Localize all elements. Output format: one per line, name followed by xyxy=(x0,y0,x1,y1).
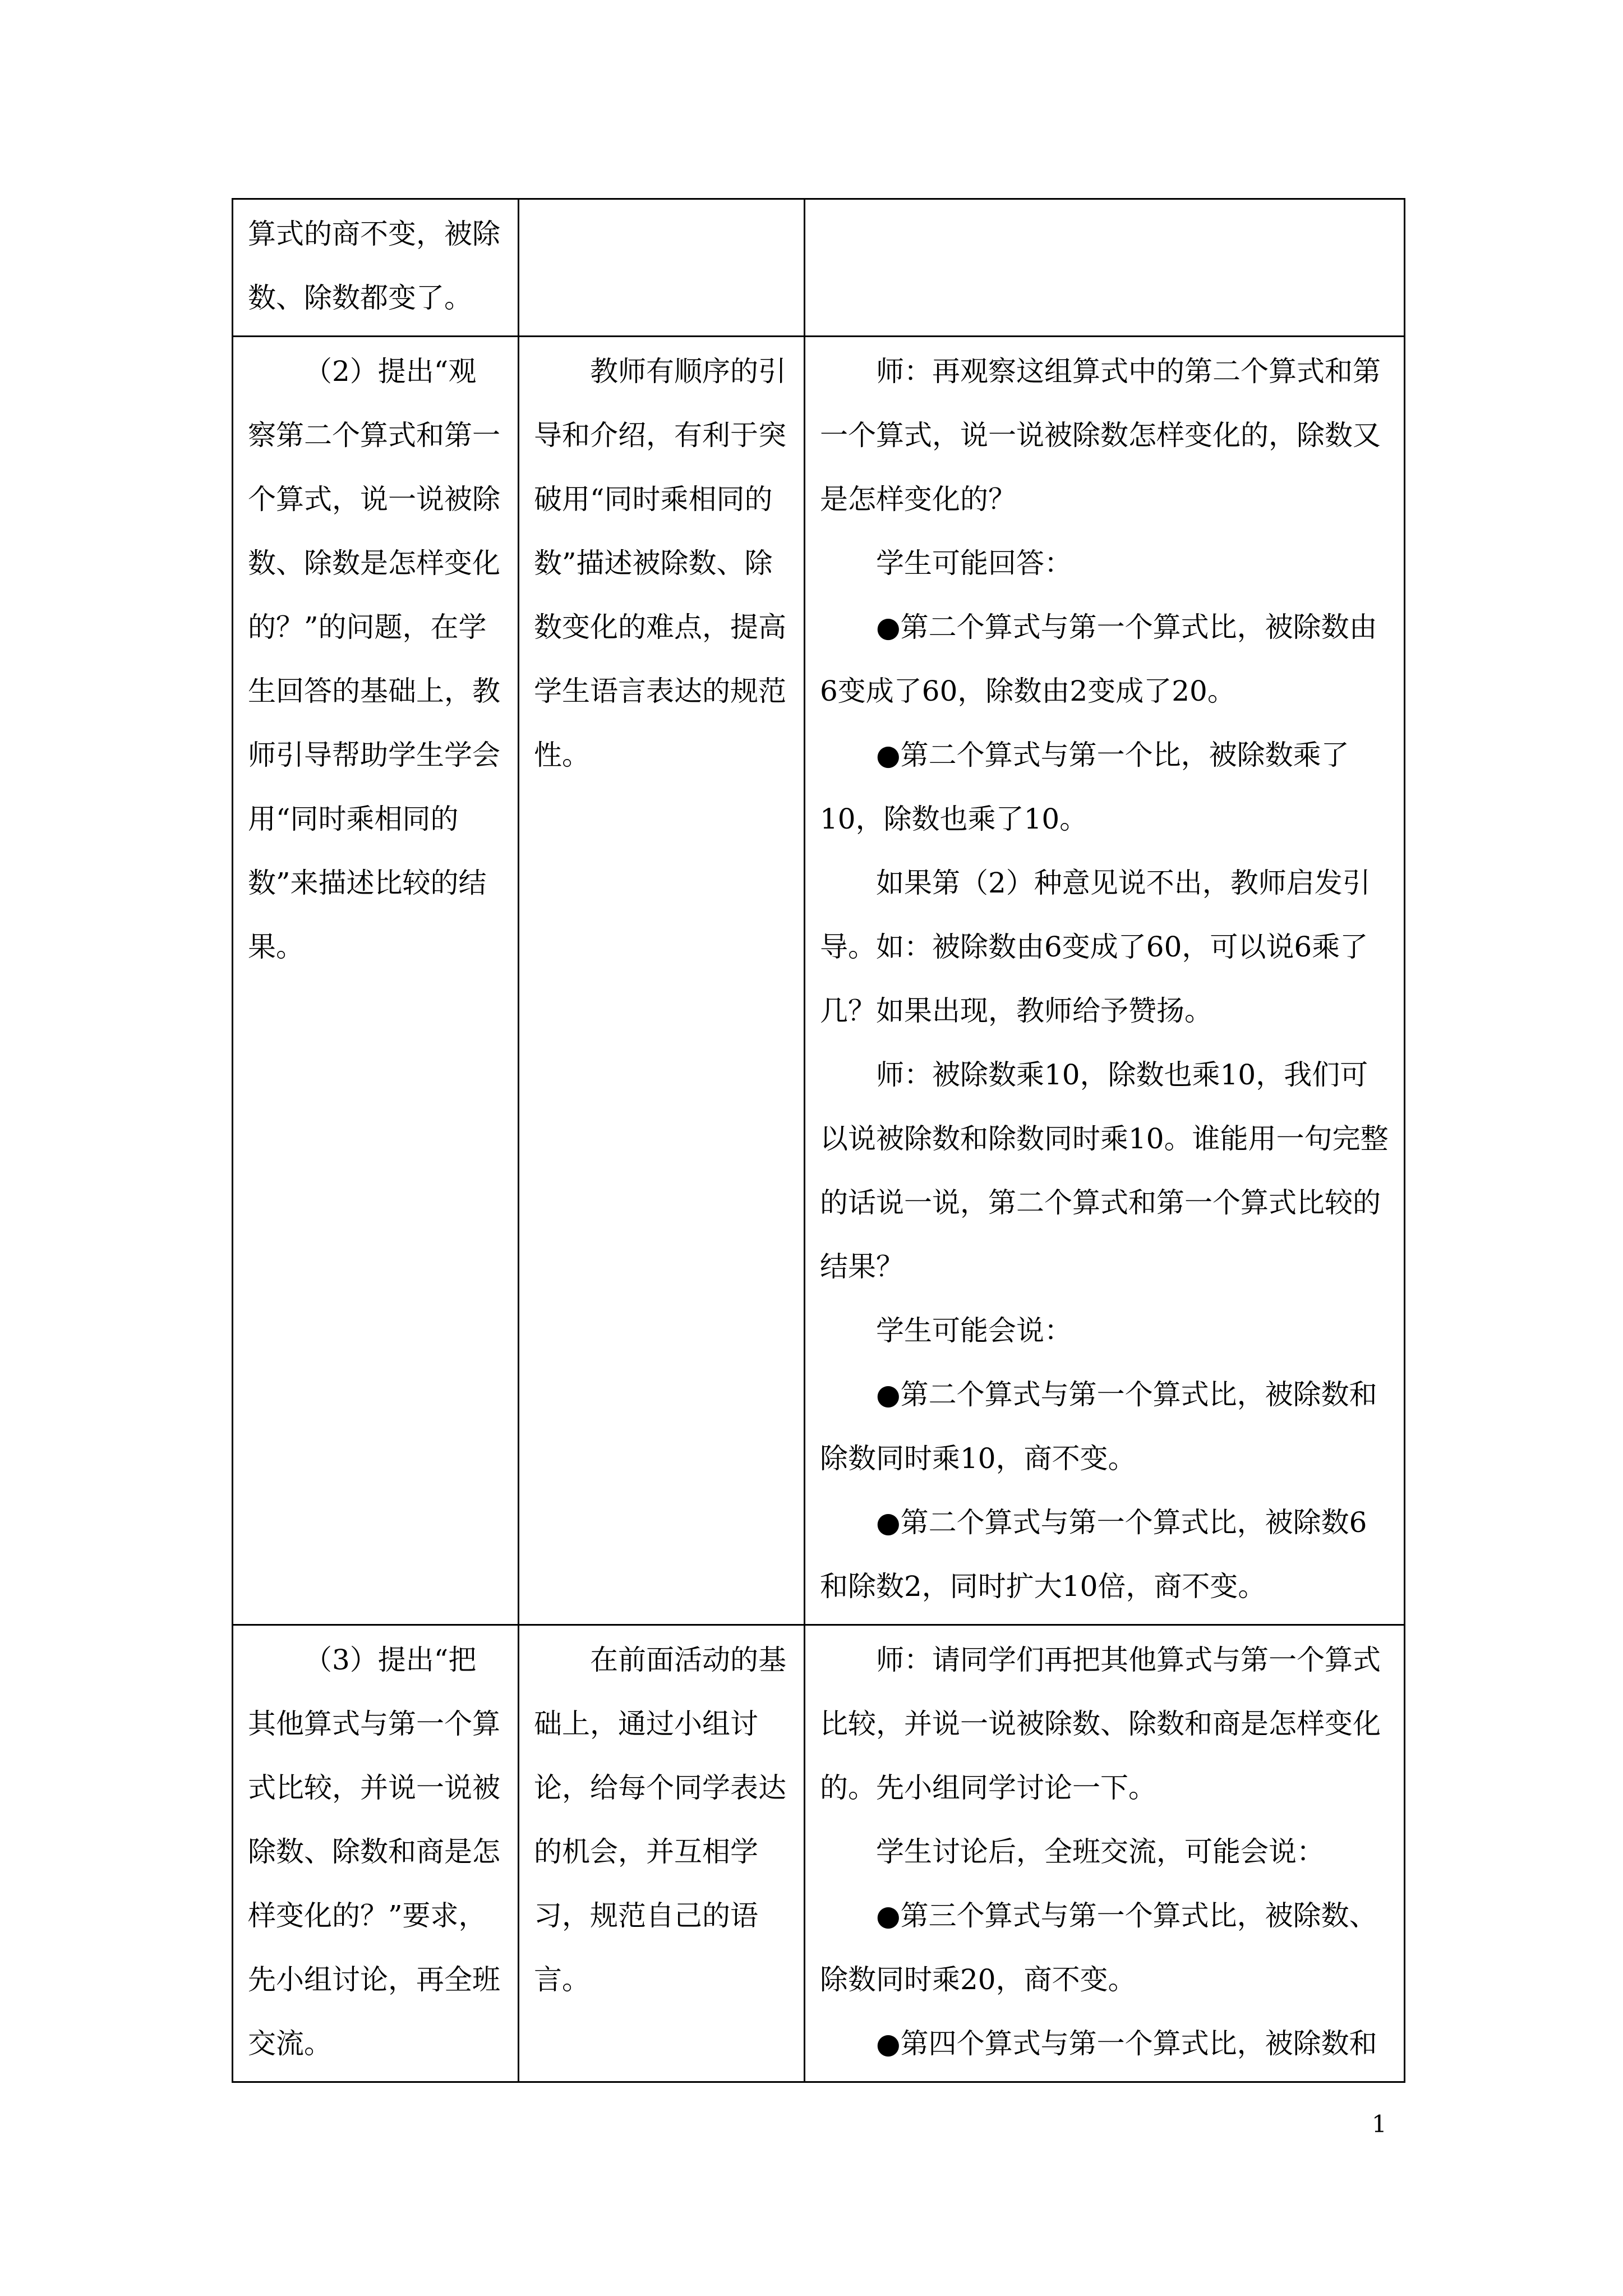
cell-text: 教师有顺序的引导和介绍，有利于突破用“同时乘相同的数”描述被除数、除数变化的难点，提高学生语言表达的规范性。 xyxy=(534,355,786,771)
paragraph: ●第二个算式与第一个算式比，被除数和除数同时乘10，商不变。 xyxy=(820,1378,1377,1475)
paragraph: ●第三个算式与第一个算式比，被除数、除数同时乘20，商不变。 xyxy=(820,1899,1377,1996)
cell-process xyxy=(805,199,1405,337)
table-row xyxy=(233,1625,1405,2082)
paragraph: ●第二个算式与第一个算式比，被除数6和除数2，同时扩大10倍，商不变。 xyxy=(820,1506,1367,1603)
paragraph: 师：请同学们再把其他算式与第一个算式比较，并说一说被除数、除数和商是怎样变化的。先小组同学讨论一下。 xyxy=(820,1644,1381,1804)
cell-intent xyxy=(519,337,805,1625)
paragraph: 学生可能回答： xyxy=(876,547,1072,579)
table-row xyxy=(233,337,1405,1625)
paragraph: ●第二个算式与第一个算式比，被除数由6变成了60，除数由2变成了20。 xyxy=(820,611,1377,707)
cell-activity xyxy=(233,1625,519,2082)
paragraph: ●第四个算式与第一个算式比，被除数和 xyxy=(876,2027,1377,2060)
cell-text: 在前面活动的基础上，通过小组讨论，给每个同学表达的机会，并互相学习，规范自己的语言。 xyxy=(534,1644,786,1996)
cell-text: （2）提出“观察第二个算式和第一个算式，说一说被除数、除数是怎样变化的？”的问题，在学生回答的基础上，教师引导帮助学生学会用“同时乘相同的数”来描述比较的结果。 xyxy=(248,355,500,963)
cell-process xyxy=(805,1625,1405,2082)
table-row xyxy=(233,199,1405,337)
cell-activity xyxy=(233,337,519,1625)
paragraph: 师：被除数乘10，除数也乘10，我们可以说被除数和除数同时乘10。谁能用一句完整的话说一说，第二个算式和第一个算式比较的结果？ xyxy=(820,1059,1389,1283)
paragraph: 学生讨论后，全班交流，可能会说： xyxy=(876,1835,1325,1868)
page-number: 1 xyxy=(1372,2110,1387,2138)
cell-process xyxy=(805,337,1405,1625)
paragraph: ●第二个算式与第一个比，被除数乘了10，除数也乘了10。 xyxy=(820,739,1349,835)
cell-intent xyxy=(519,1625,805,2082)
lesson-plan-table xyxy=(232,198,1405,2083)
cell-text: （3）提出“把其他算式与第一个算式比较，并说一说被除数、除数和商是怎样变化的？”要求，先小组讨论，再全班交流。 xyxy=(248,1644,500,2060)
paragraph: 学生可能会说： xyxy=(876,1314,1072,1347)
cell-text: 算式的商不变，被除数、除数都变了。 xyxy=(248,218,500,314)
paragraph: 如果第（2）种意见说不出，教师启发引导。如：被除数由6变成了60，可以说6乘了几？如果出现，教师给予赞扬。 xyxy=(820,867,1371,1027)
cell-activity xyxy=(233,199,519,337)
cell-intent xyxy=(519,199,805,337)
paragraph: 师：再观察这组算式中的第二个算式和第一个算式，说一说被除数怎样变化的，除数又是怎样变化的？ xyxy=(820,355,1381,516)
